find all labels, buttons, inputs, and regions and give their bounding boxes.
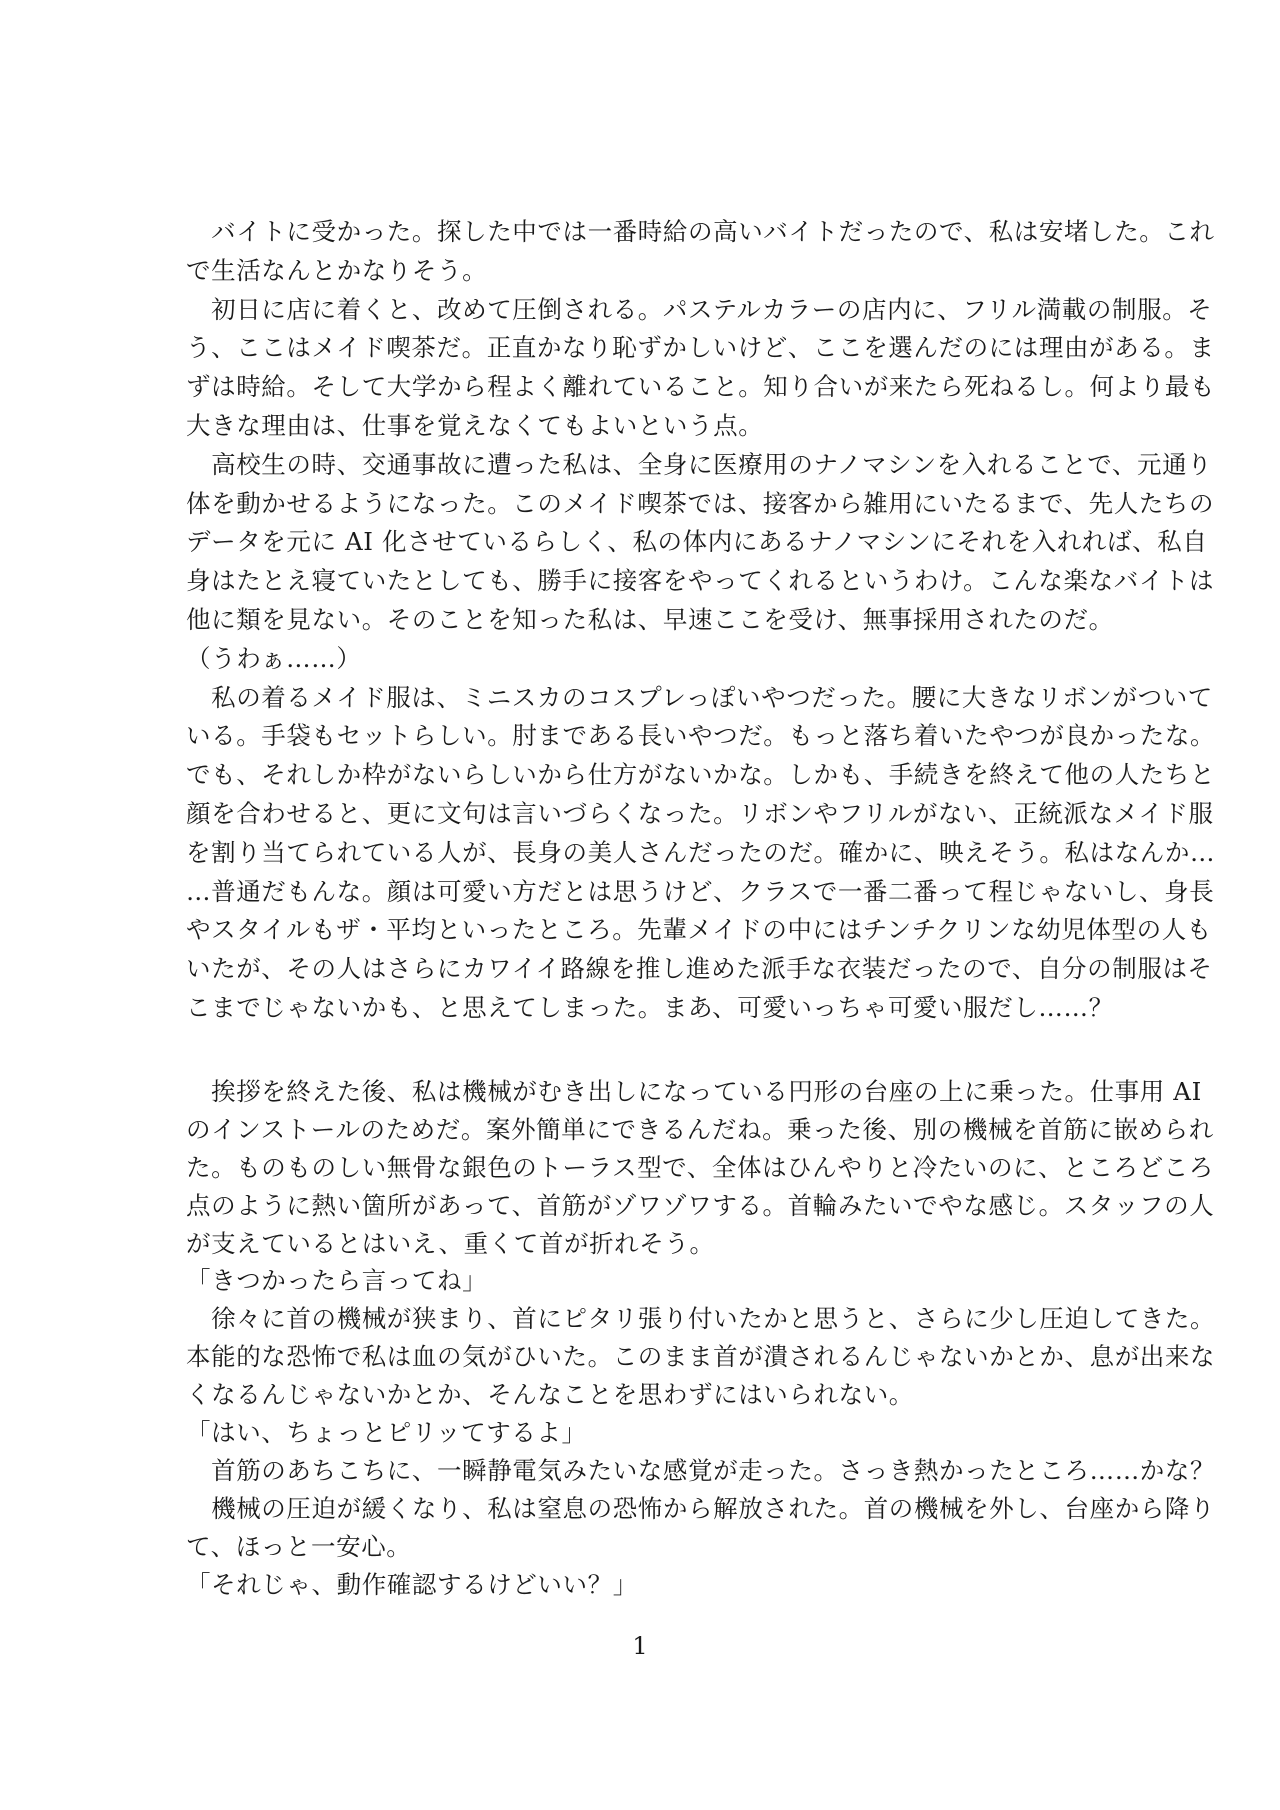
text-line: 徐々に首の機械が狭まり、首にピタリ張り付いたかと思うと、さらに少し圧迫してきた。 [186, 1304, 1216, 1334]
text-line: 顔を合わせると、更に文句は言いづらくなった。リボンやフリルがない、正統派なメイド服 [186, 798, 1214, 828]
text-line: でも、それしか枠がないらしいから仕方がないかな。しかも、手続きを終えて他の人たちと [186, 760, 1216, 790]
text-line: て、ほっと一安心。 [186, 1531, 412, 1561]
text-line: データを元に AI 化させているらしく、私の体内にあるナノマシンにそれを入れれば、私自 [186, 527, 1208, 557]
text-line: いたが、その人はさらにカワイイ路線を推し進めた派手な衣装だったので、自分の制服はそ [186, 954, 1213, 984]
page-number: 1 [632, 1632, 648, 1660]
text-line: 高校生の時、交通事故に遭った私は、全身に医療用のナノマシンを入れることで、元通り [186, 449, 1213, 479]
text-line: た。ものものしい無骨な銀色のトーラス型で、全体はひんやりと冷たいのに、ところどころ [186, 1152, 1214, 1182]
text-line: 本能的な恐怖で私は血の気がひいた。このまま首が潰されるんじゃないかとか、息が出来な [186, 1342, 1216, 1372]
text-line: 大きな理由は、仕事を覚えなくてもよいという点。 [186, 410, 764, 440]
text-line: バイトに受かった。探した中では一番時給の高いバイトだったので、私は安堵した。これ [186, 217, 1215, 246]
text-line: 体を動かせるようになった。このメイド喫茶では、接客から雑用にいたるまで、先人たちの [186, 488, 1215, 518]
text-line: 挨拶を終えた後、私は機械がむき出しになっている円形の台座の上に乗った。仕事用 AI [186, 1077, 1202, 1106]
text-line: で生活なんとかなりそう。 [186, 255, 488, 285]
text-line: 「きつかったら言ってね」 [186, 1266, 488, 1296]
text-line: こまでじゃないかも、と思えてしまった。まあ、可愛いっちゃ可愛い服だし……？ [186, 992, 1114, 1022]
text-line: が支えているとはいえ、重くて首が折れそう。 [186, 1228, 715, 1258]
text-line: 他に類を見ない。そのことを知った私は、早速ここを受け、無事採用されたのだ。 [186, 604, 1114, 634]
text-line: （うわぁ……） [186, 643, 362, 673]
text-line: 機械の圧迫が緩くなり、私は窒息の恐怖から解放された。首の機械を外し、台座から降り [186, 1493, 1216, 1523]
text-line: ずは時給。そして大学から程よく離れていること。知り合いが来たら死ねるし。何より最も [186, 372, 1216, 402]
text-line: 首筋のあちこちに、一瞬静電気みたいな感覚が走った。さっき熱かったところ……かな？ [186, 1455, 1216, 1485]
text-line: 「はい、ちょっとピリッてするよ」 [186, 1418, 587, 1448]
text-line: …普通だもんな。顔は可愛い方だとは思うけど、クラスで一番二番って程じゃないし、身長 [186, 876, 1215, 906]
text-line: やスタイルもザ・平均といったところ。先輩メイドの中にはチンチクリンな幼児体型の人も [186, 915, 1212, 945]
text-line: う、ここはメイド喫茶だ。正直かなり恥ずかしいけど、ここを選んだのには理由がある。ま [186, 333, 1215, 363]
text-section-1 [186, 213, 1216, 1028]
text-line: 私の着るメイド服は、ミニスカのコスプレっぽいやつだった。腰に大きなリボンがついて [186, 682, 1213, 712]
text-line: のインストールのためだ。案外簡単にできるんだね。乗った後、別の機械を首筋に嵌められ [186, 1114, 1214, 1144]
text-line: 点のように熱い箇所があって、首筋がゾワゾワする。首輪みたいでやな感じ。スタッフの人 [186, 1190, 1215, 1220]
text-line: 初日に店に着くと、改めて圧倒される。パステルカラーの店内に、フリル満載の制服。そ [186, 294, 1213, 324]
text-line: いる。手袋もセットらしい。肘まである長いやつだ。もっと落ち着いたやつが良かったな。 [186, 721, 1216, 751]
text-section-2 [186, 1073, 1216, 1603]
text-line: 身はたとえ寝ていたとしても、勝手に接客をやってくれるというわけ。こんな楽なバイトは [186, 566, 1215, 596]
text-line: を割り当てられている人が、長身の美人さんだったのだ。確かに、映えそう。私はなんか… [186, 837, 1216, 867]
text-line: くなるんじゃないかとか、そんなことを思わずにはいられない。 [186, 1380, 914, 1410]
text-line: 「それじゃ、動作確認するけどいい？」 [186, 1569, 638, 1599]
